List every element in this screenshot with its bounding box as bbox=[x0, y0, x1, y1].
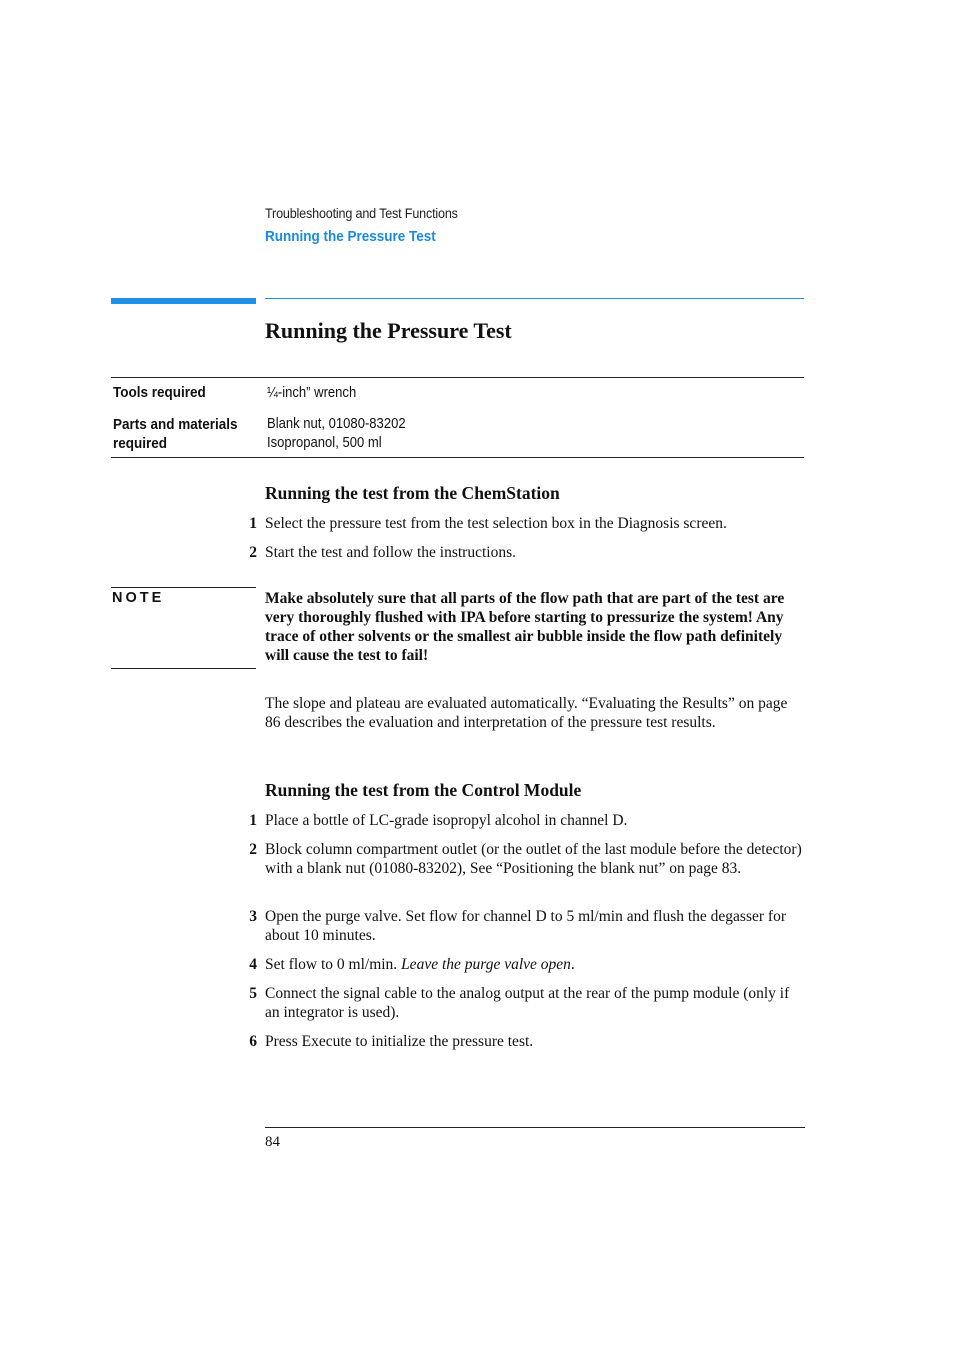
table-top-rule bbox=[111, 377, 804, 378]
step-text: Select the pressure test from the test selection box in the Diagnosis screen. bbox=[265, 515, 727, 532]
step-number: 4 bbox=[249, 956, 257, 973]
section-marker-bar bbox=[111, 298, 256, 304]
footer-rule bbox=[265, 1127, 805, 1128]
parts-required-value-1: Blank nut, 01080-83202 bbox=[267, 416, 406, 432]
parts-required-label-line1: Parts and materials bbox=[113, 416, 238, 433]
step-number: 1 bbox=[249, 812, 257, 829]
step-text: Connect the signal cable to the analog output at the rear of the pump module (only if an integrator is used). bbox=[265, 985, 790, 1021]
page-number: 84 bbox=[265, 1134, 280, 1150]
note-bottom-rule bbox=[111, 668, 256, 669]
section-rule bbox=[265, 298, 804, 299]
step-number: 1 bbox=[249, 515, 257, 532]
parts-required-value-2: Isopropanol, 500 ml bbox=[267, 435, 382, 451]
step-text-emphasis: Leave the purge valve open bbox=[401, 956, 571, 973]
step-text-end: . bbox=[570, 956, 575, 973]
step-text bbox=[265, 955, 805, 974]
step-text: Block column compartment outlet (or the outlet of the last module before the detector) with a blank nut (01080-83202), See “Positioning the blank nut” on page 83. bbox=[265, 841, 802, 877]
page-title: Running the Pressure Test bbox=[265, 318, 512, 343]
parts-required-label-line2: required bbox=[113, 435, 168, 452]
step-number: 2 bbox=[249, 841, 257, 858]
step-text-plain: Set flow to 0 ml/min. bbox=[265, 956, 402, 973]
step-number: 6 bbox=[249, 1033, 257, 1050]
control-module-heading: Running the test from the Control Module bbox=[265, 780, 582, 800]
step-number: 3 bbox=[249, 908, 257, 925]
step-text: Press Execute to initialize the pressure test. bbox=[265, 1033, 534, 1050]
evaluation-paragraph: The slope and plateau are evaluated automatically. “Evaluating the Results” on page 86 describes the evaluation and interpretation of the pressure test results. bbox=[265, 695, 788, 731]
table-bottom-rule bbox=[111, 457, 804, 458]
chemstation-heading: Running the test from the ChemStation bbox=[265, 483, 560, 503]
running-header-chapter: Troubleshooting and Test Functions bbox=[265, 205, 458, 221]
step-number: 5 bbox=[249, 985, 257, 1002]
step-number: 2 bbox=[249, 544, 257, 561]
tools-required-value: ¼-inch” wrench bbox=[267, 385, 357, 401]
running-header-section: Running the Pressure Test bbox=[265, 228, 436, 245]
note-top-rule bbox=[111, 587, 256, 588]
step-text: Place a bottle of LC-grade isopropyl alcohol in channel D. bbox=[265, 812, 628, 829]
step-text: Open the purge valve. Set flow for channel D to 5 ml/min and flush the degasser for about 10 minutes. bbox=[265, 908, 786, 944]
note-label: NOTE bbox=[112, 590, 165, 606]
tools-required-label: Tools required bbox=[113, 384, 206, 401]
step-text: Start the test and follow the instructions. bbox=[265, 544, 516, 561]
note-text: Make absolutely sure that all parts of the flow path that are part of the test are very thoroughly flushed with IPA before starting to pressurize the system! Any trace of other solvents or the smallest air bubble inside the flow path definitely will cause the test to fail! bbox=[265, 590, 785, 664]
